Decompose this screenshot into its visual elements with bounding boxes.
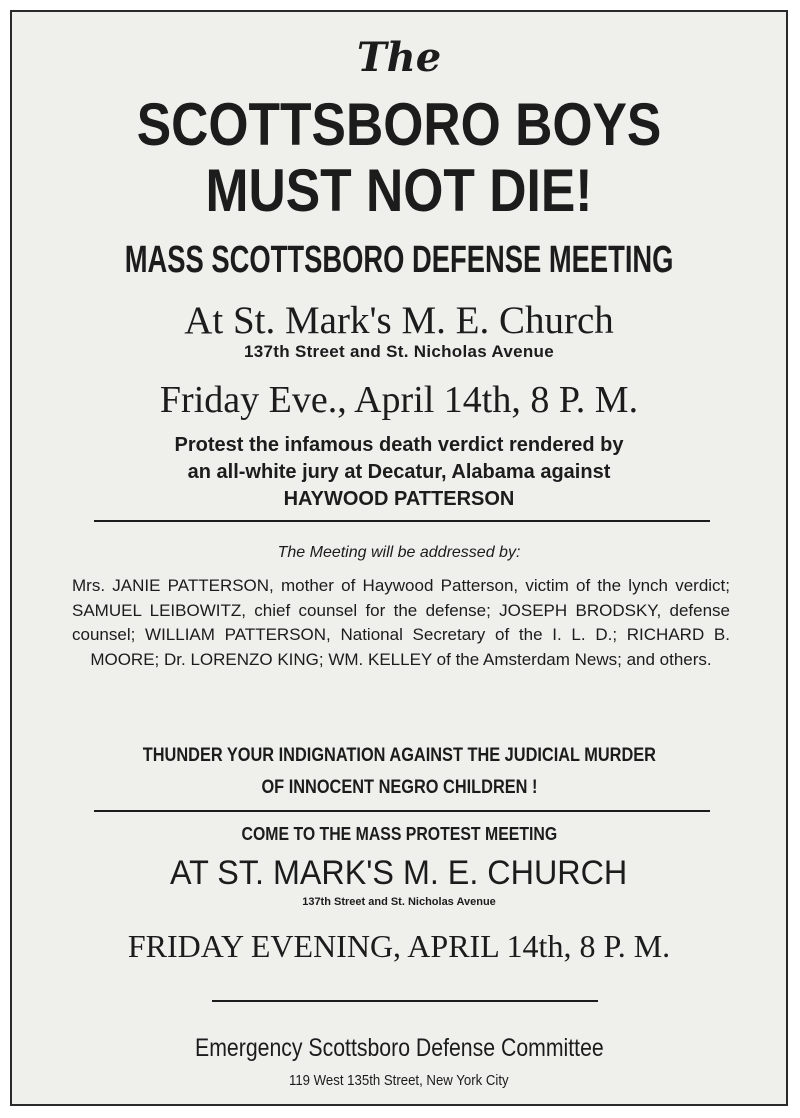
committee-address <box>12 1072 786 1089</box>
protest-line-2: an all-white jury at Decatur, Alabama against <box>187 461 611 483</box>
divider-1 <box>94 520 710 522</box>
title-line-1-text: SCOTTSBORO BOYS <box>136 91 662 158</box>
event-date: Friday Eve., April 14th, 8 P. M. <box>159 379 639 421</box>
poster-the: The <box>356 34 442 81</box>
venue-heading: At St. Mark's M. E. Church <box>184 299 614 342</box>
title-line-2 <box>12 156 786 226</box>
meeting-subtitle-text: MASS SCOTTSBORO DEFENSE MEETING <box>124 239 674 281</box>
divider-2 <box>94 810 710 812</box>
protest-statement <box>12 432 786 513</box>
thunder-line-2: OF INNOCENT NEGRO CHILDREN ! <box>261 777 537 798</box>
venue-address-2: 137th Street and St. Nicholas Avenue <box>302 896 496 908</box>
committee-address-text: 119 West 135th Street, New York City <box>289 1072 509 1089</box>
protest-line-1: Protest the infamous death verdict rendered by <box>174 434 624 456</box>
poster-page <box>10 10 788 1106</box>
title-line-2-text: MUST NOT DIE! <box>205 157 593 224</box>
venue-heading-2-text: AT ST. MARK'S M. E. CHURCH <box>170 854 628 892</box>
come-heading <box>12 824 786 845</box>
event-date-2: FRIDAY EVENING, APRIL 14th, 8 P. M. <box>127 928 671 964</box>
title-line-1 <box>12 90 786 160</box>
venue-heading-2 <box>12 854 786 893</box>
thunder-statement <box>12 740 786 804</box>
divider-3 <box>212 1000 598 1002</box>
venue-address: 137th Street and St. Nicholas Avenue <box>244 342 554 361</box>
committee-name <box>12 1034 786 1063</box>
come-heading-text: COME TO THE MASS PROTEST MEETING <box>241 824 557 844</box>
protest-line-3: HAYWOOD PATTERSON <box>283 488 515 510</box>
speakers-list: Mrs. JANIE PATTERSON, mother of Haywood Patterson, victim of the lynch verdict; SAMUEL LEIBOWITZ, chief counsel for the defense; JOSEPH BRODSKY, defense counsel; WILLIAM PATTERSON, National Secretary of the I. L. D.; RICHARD B. MOORE; Dr. LORENZO KING; WM. KELLEY of the Amsterdam News; and others. <box>72 576 730 669</box>
thunder-line-1: THUNDER YOUR INDIGNATION AGAINST THE JUDICIAL MURDER <box>142 745 656 766</box>
meeting-subtitle <box>12 238 786 282</box>
addressed-by: The Meeting will be addressed by: <box>277 544 521 561</box>
committee-name-text: Emergency Scottsboro Defense Committee <box>194 1034 604 1062</box>
